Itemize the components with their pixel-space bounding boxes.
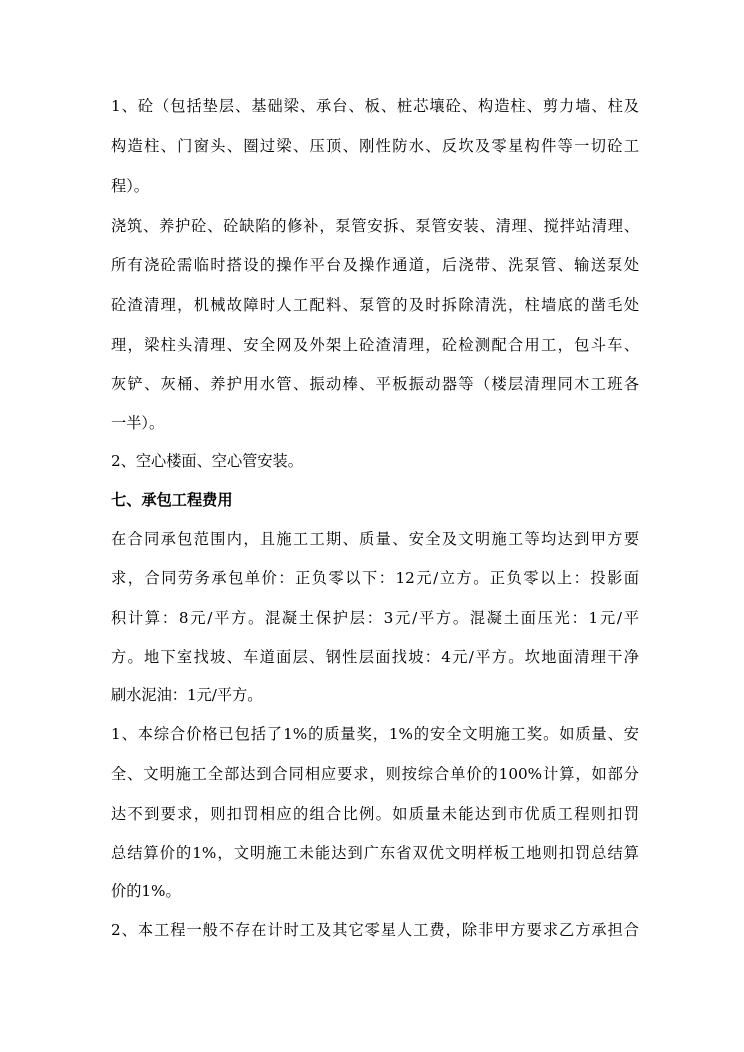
- section-heading: 七、承包工程费用: [111, 491, 233, 509]
- paragraph-line: 2、本工程一般不存在计时工及其它零星人工费，除非甲方要求乙方承担合: [111, 921, 639, 939]
- paragraph-line: 1、本综合价格已包括了1%的质量奖，1%的安全文明施工奖。如质量、安: [111, 725, 639, 743]
- paragraph-line: 程）。: [111, 177, 149, 195]
- paragraph-line: 灰铲、灰桶、养护用水管、振动棒、平板振动器等（楼层清理同木工班各: [111, 375, 639, 393]
- paragraph-line: 砼渣清理，机械故障时人工配料、泵管的及时拆除清洗，柱墙底的凿毛处: [111, 296, 639, 314]
- paragraph-line: 1、砼（包括垫层、基础梁、承台、板、桩芯壤砼、构造柱、剪力墙、柱及: [111, 97, 639, 115]
- paragraph-line: 构造柱、门窗头、圈过梁、压顶、刚性防水、反坎及零星构件等一切砼工: [111, 137, 639, 155]
- paragraph-line: 达不到要求，则扣罚相应的组合比例。如质量未能达到市优质工程则扣罚: [111, 805, 639, 823]
- paragraph-line: 理，梁柱头清理、安全网及外架上砼渣清理，砼检测配合用工，包斗车、: [111, 336, 639, 354]
- paragraph-line: 求，合同劳务承包单价：正负零以下：12元/立方。正负零以上：投影面: [111, 569, 639, 587]
- paragraph-line: 2、空心楼面、空心管安装。: [111, 452, 303, 470]
- paragraph-line: 积计算：8元/平方。混凝土保护层：3元/平方。混凝土面压光：1元/平: [111, 609, 639, 627]
- paragraph-line: 总结算价的1%，文明施工未能达到广东省双优文明样板工地则扣罚总结算: [111, 844, 639, 862]
- paragraph-line: 方。地下室找坡、车道面层、钢性层面找坡：4元/平方。坎地面清理干净: [111, 648, 639, 666]
- paragraph-line: 在合同承包范围内，且施工工期、质量、安全及文明施工等均达到甲方要: [111, 530, 639, 548]
- paragraph-line: 刷水泥油：1元/平方。: [111, 686, 263, 704]
- paragraph-line: 所有浇砼需临时搭设的操作平台及操作通道，后浇带、洗泵管、输送泵处: [111, 256, 639, 274]
- paragraph-line: 全、文明施工全部达到合同相应要求，则按综合单价的100%计算，如部分: [111, 765, 639, 783]
- paragraph-line: 浇筑、养护砼、砼缺陷的修补，泵管安拆、泵管安装、清理、搅拌站清理、: [111, 217, 639, 235]
- paragraph-line: 一半）。: [111, 414, 165, 432]
- paragraph-line: 价的1%。: [111, 882, 181, 900]
